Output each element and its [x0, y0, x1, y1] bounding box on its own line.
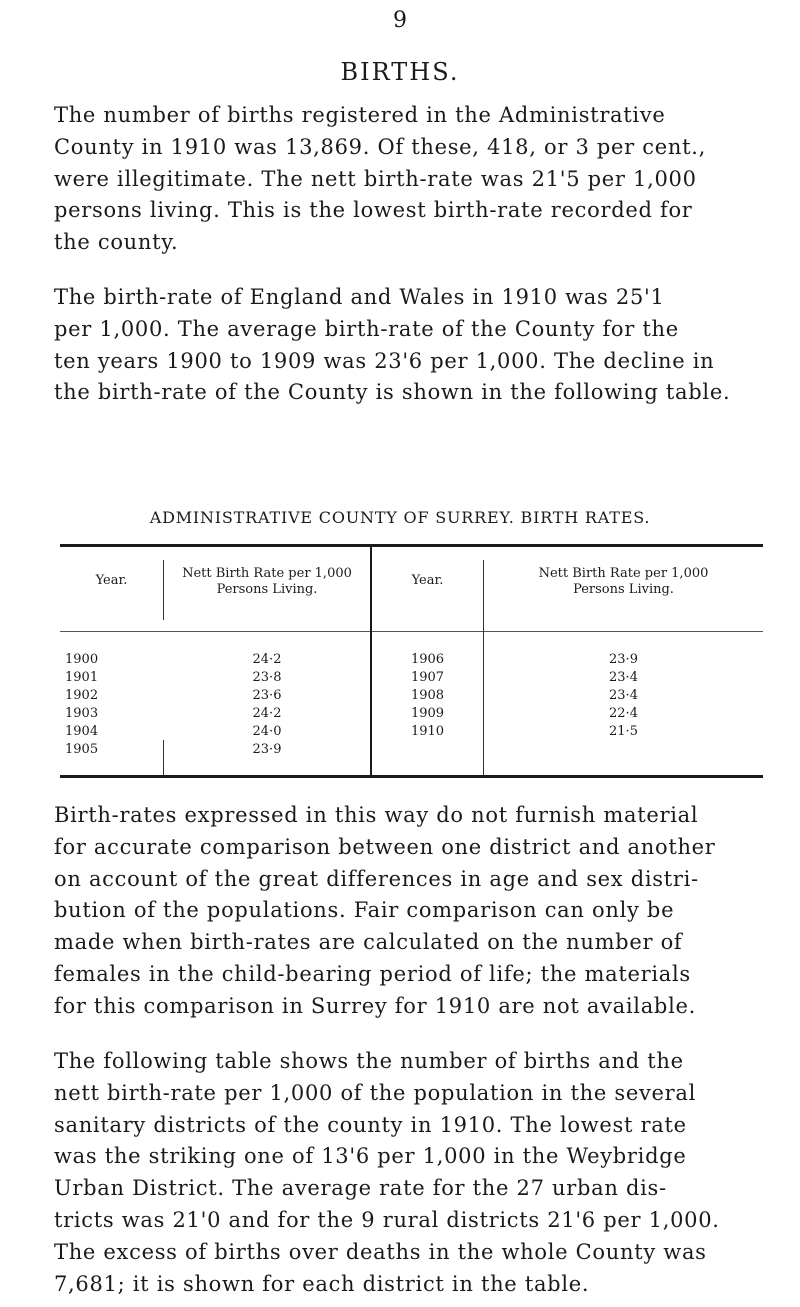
cell-rate: 23·4 [609, 670, 638, 685]
header-year-left: Year. [95, 573, 128, 588]
text-line: for this comparison in Surrey for 1910 are not available. [54, 993, 696, 1018]
table-header-rule [60, 631, 763, 632]
section-heading: BIRTHS. [340, 58, 460, 86]
cell-rate: 23·8 [252, 670, 282, 685]
cell-year: 1908 [410, 688, 445, 703]
paragraph-comparison [54, 282, 754, 409]
text-line: was the striking one of 13'6 per 1,000 in the Weybridge [54, 1144, 687, 1169]
cell-rate: 23·9 [609, 652, 638, 667]
text-line: The birth-rate of England and Wales in 1910 was 25'1 [54, 285, 665, 309]
paragraph-births-summary [54, 100, 754, 259]
cell-rate: 23·6 [252, 688, 282, 703]
cell-year: 1910 [410, 724, 445, 739]
header-rate-left [164, 566, 370, 598]
header-rate-line2: Persons Living. [216, 582, 318, 597]
table-title: ADMINISTRATIVE COUNTY OF SURREY. BIRTH RATES. [149, 508, 651, 527]
text-line: were illegitimate. The nett birth-rate was 21'5 per 1,000 [54, 166, 697, 191]
text-line: bution of the populations. Fair comparison can only be [54, 898, 675, 923]
cell-year: 1900 [65, 652, 99, 667]
text-line: for accurate comparison between one district and another [54, 834, 716, 859]
cell-rate: 24·2 [252, 706, 282, 721]
table-top-rule [60, 544, 763, 547]
text-line: sanitary districts of the county in 1910. The lowest rate [54, 1112, 687, 1137]
cell-year: 1904 [65, 724, 99, 739]
cell-year: 1905 [65, 742, 99, 757]
text-line: The following table shows the number of births and the [54, 1049, 684, 1073]
header-rate-line2: Persons Living. [573, 582, 674, 597]
cell-year: 1902 [65, 688, 99, 703]
text-line: County in 1910 was 13,869. Of these, 418, or 3 per cent., [54, 134, 706, 159]
cell-year: 1909 [410, 706, 445, 721]
text-line: persons living. This is the lowest birth-rate recorded for [54, 198, 693, 223]
cell-rate: 24·0 [252, 724, 282, 739]
header-rate-right [484, 566, 763, 598]
cell-year: 1901 [65, 670, 99, 685]
text-line: the county. [54, 230, 179, 255]
text-line: The number of births registered in the Administrative [54, 103, 666, 127]
header-year-right: Year. [411, 573, 444, 588]
cell-year: 1907 [410, 670, 445, 685]
paragraph-district-table-intro [54, 1046, 754, 1300]
text-line: made when birth-rates are calculated on the number of [54, 930, 683, 955]
cell-rate: 24·2 [252, 652, 282, 667]
cell-year: 1906 [410, 652, 445, 667]
text-line: The excess of births over deaths in the whole County was [54, 1239, 707, 1264]
text-line: tricts was 21'0 and for the 9 rural districts 21'6 per 1,000. [54, 1207, 720, 1232]
cell-rate: 23·9 [252, 742, 282, 757]
text-line: 7,681; it is shown for each district in the table. [54, 1271, 590, 1296]
text-line: ten years 1900 to 1909 was 23'6 per 1,000. The decline in [54, 348, 715, 373]
header-rate-line1: Nett Birth Rate per 1,000 [182, 566, 352, 581]
text-line: females in the child-bearing period of life; the materials [54, 961, 691, 986]
text-line: on account of the great differences in age and sex distri- [54, 866, 699, 891]
header-rate-line1: Nett Birth Rate per 1,000 [538, 566, 709, 581]
cell-rate: 22·4 [609, 706, 638, 721]
table-bottom-rule [60, 775, 763, 778]
cell-rate: 23·4 [609, 688, 638, 703]
paragraph-comparison-caveat [54, 800, 754, 1023]
page-number: 9 [393, 8, 407, 33]
text-line: per 1,000. The average birth-rate of the County for the [54, 316, 679, 341]
text-line: the birth-rate of the County is shown in the following table. [54, 380, 731, 405]
text-line: Urban District. The average rate for the 27 urban dis- [54, 1176, 667, 1201]
cell-rate: 21·5 [609, 724, 638, 739]
text-line: Birth-rates expressed in this way do not furnish material [54, 803, 699, 827]
cell-year: 1903 [65, 706, 99, 721]
text-line: nett birth-rate per 1,000 of the population in the several [54, 1080, 697, 1105]
